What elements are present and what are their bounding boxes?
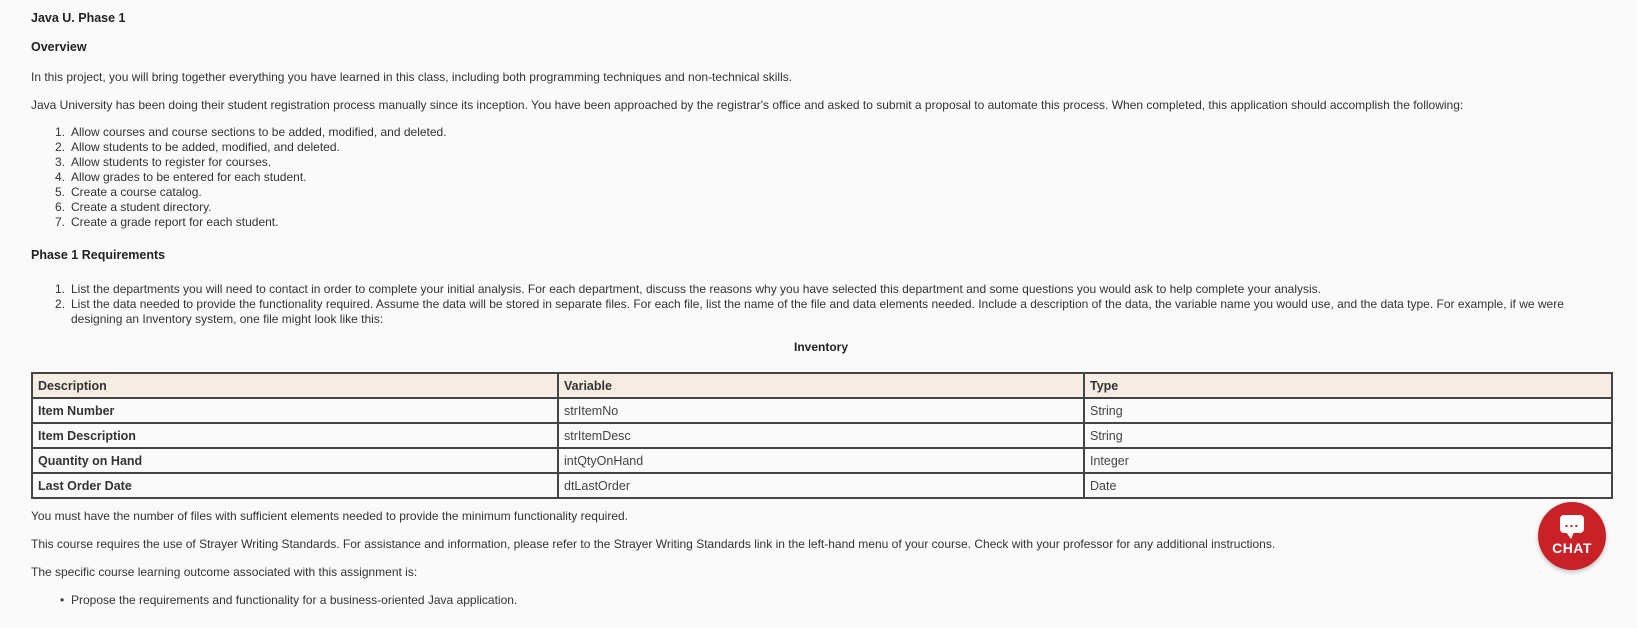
table-cell: Date	[1084, 473, 1612, 498]
table-cell: intQtyOnHand	[558, 448, 1084, 473]
column-header: Description	[32, 373, 558, 398]
standards-note: This course requires the use of Strayer Writing Standards. For assistance and information, please refer to the Strayer Writing Standards link in the left-hand menu of your course. Check with your professor for any additional instructions.	[31, 537, 1276, 551]
outcome-list	[31, 593, 517, 608]
table-cell: dtLastOrder	[558, 473, 1084, 498]
list-item: 6. Create a student directory.	[55, 200, 212, 214]
table-caption: Inventory	[793, 340, 848, 354]
chat-dots: ...	[1564, 514, 1580, 530]
inventory-table	[31, 372, 1613, 499]
list-item: 1. List the departments you will need to contact in order to complete your initial analysis. For each department, discuss the reasons why you have selected this department and some questions you would ask to help complete your analysis.	[55, 282, 1322, 296]
table-header-row	[32, 373, 1612, 398]
outcome-intro: The specific course learning outcome associated with this assignment is:	[31, 565, 418, 579]
column-header: Variable	[558, 373, 1084, 398]
table-cell: Item Number	[32, 398, 558, 423]
table-cell: Item Description	[32, 423, 558, 448]
list-item: 3. Allow students to register for courses.	[55, 155, 272, 169]
intro-paragraph: In this project, you will bring together everything you have learned in this class, including both programming techniques and non-technical skills.	[31, 70, 793, 84]
list-item: 4. Allow grades to be entered for each student.	[55, 170, 307, 184]
background-paragraph: Java University has been doing their student registration process manually since its inception. You have been approached by the registrar's office and asked to submit a proposal to automate this process. When completed, this application should accomplish the following:	[31, 98, 1464, 112]
column-header: Type	[1084, 373, 1612, 398]
table-cell: String	[1084, 398, 1612, 423]
list-item: 7. Create a grade report for each student.	[55, 215, 279, 229]
chat-button[interactable]	[1538, 502, 1606, 570]
requirements-list	[31, 282, 1611, 327]
overview-heading: Overview	[31, 40, 87, 54]
table-row	[32, 398, 1612, 423]
table-cell: Last Order Date	[32, 473, 558, 498]
table-row	[32, 473, 1612, 498]
feature-list	[31, 125, 447, 230]
table-cell: strItemNo	[558, 398, 1084, 423]
chat-bubble-icon	[1560, 515, 1584, 533]
list-item: 2. List the data needed to provide the functionality required. Assume the data will be stored in separate files. For each file, list the name of the file and data elements needed. Include a description of the data, the variable name you would use, and the data type. For example, if we were designing an Inventory system, one file might look like this:	[55, 297, 1564, 326]
table-cell: strItemDesc	[558, 423, 1084, 448]
page-title: Java U. Phase 1	[31, 11, 126, 25]
list-item: 2. Allow students to be added, modified, and deleted.	[55, 140, 340, 154]
phase-heading: Phase 1 Requirements	[31, 248, 166, 262]
list-item: 1. Allow courses and course sections to be added, modified, and deleted.	[55, 125, 447, 139]
table-row	[32, 448, 1612, 473]
list-item: 5. Create a course catalog.	[55, 185, 202, 199]
table-cell: Quantity on Hand	[32, 448, 558, 473]
table-cell: Integer	[1084, 448, 1612, 473]
chat-label: CHAT	[1552, 540, 1592, 556]
table-cell: String	[1084, 423, 1612, 448]
files-note: You must have the number of files with sufficient elements needed to provide the minimum functionality required.	[31, 509, 628, 523]
list-item: • Propose the requirements and functionality for a business-oriented Java application.	[60, 593, 518, 607]
table-row	[32, 423, 1612, 448]
